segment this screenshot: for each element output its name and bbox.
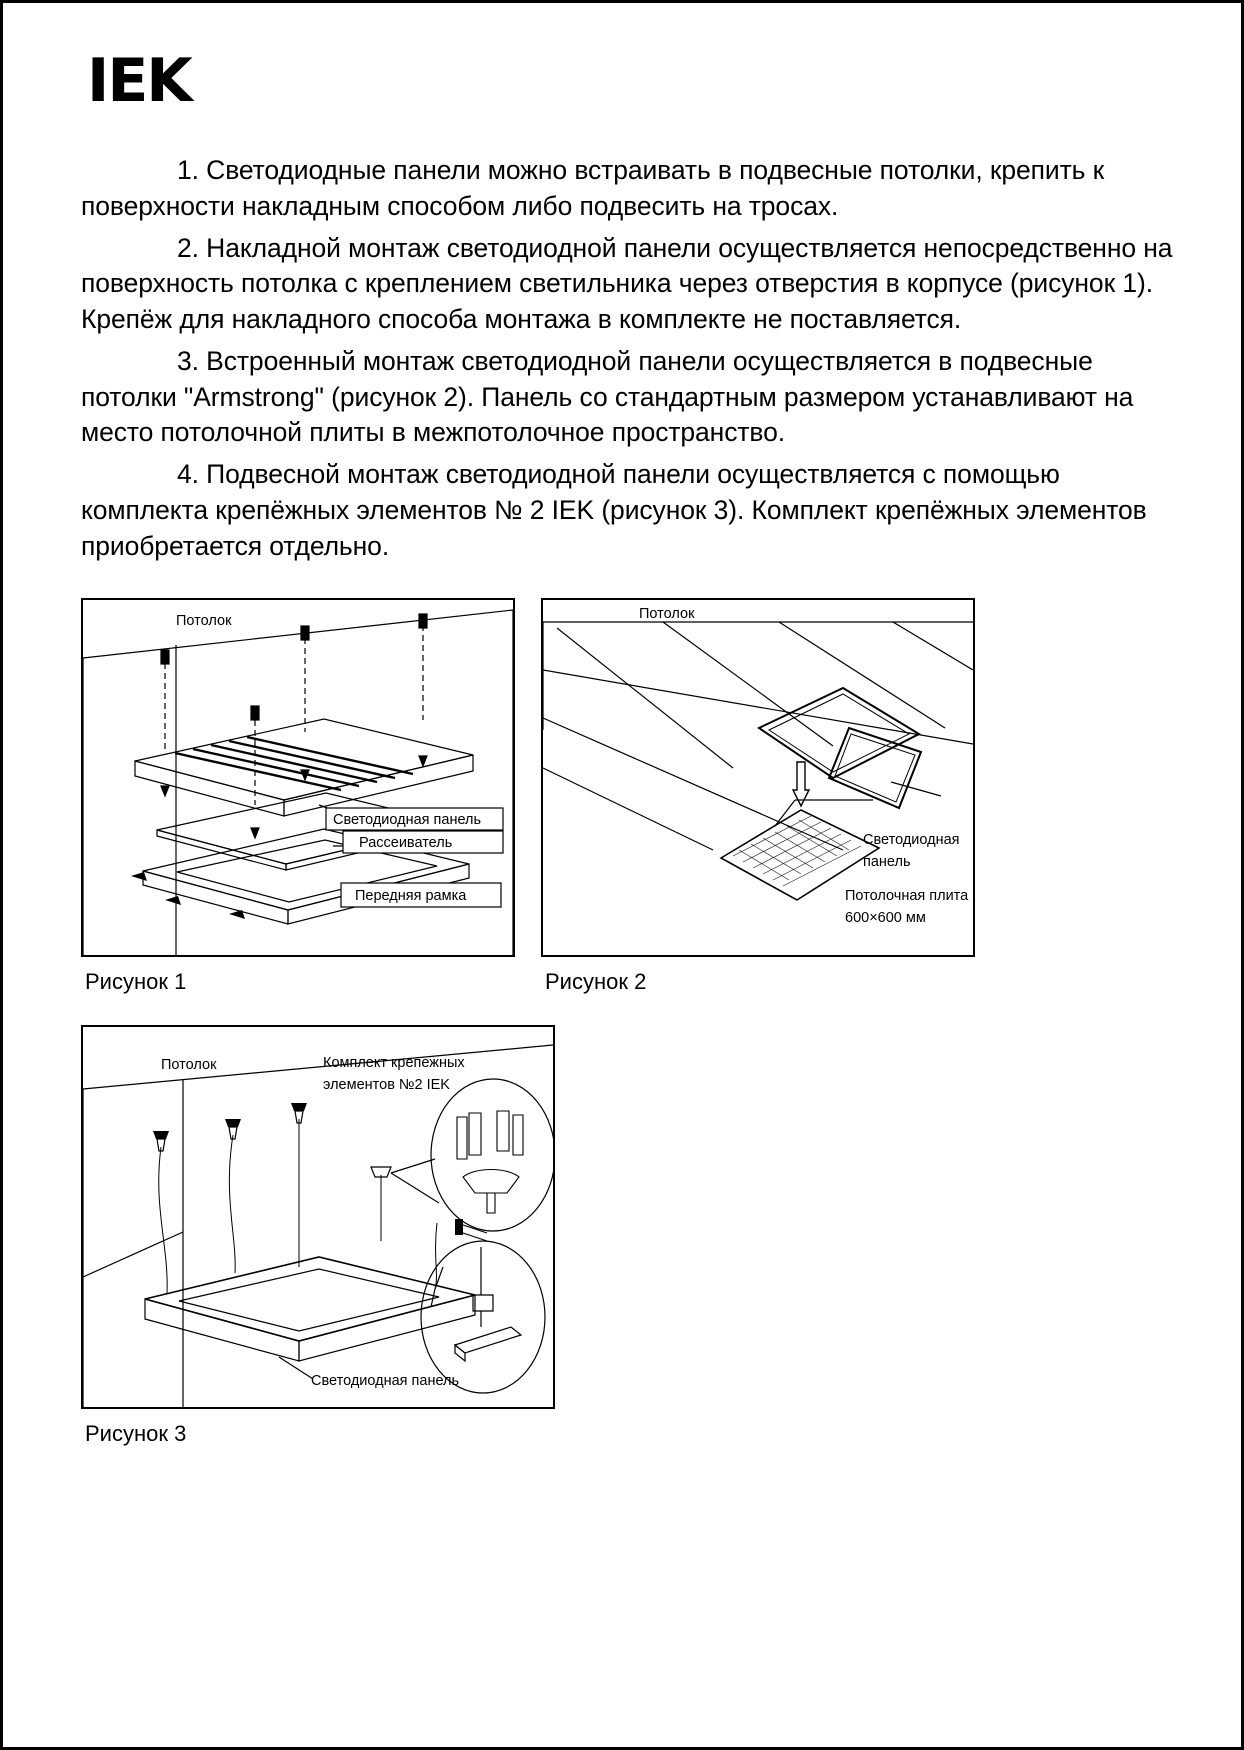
figure-2-frame	[541, 598, 975, 957]
paragraph-4: 4. Подвесной монтаж светодиодной панели осуществляется с помощью комплекта крепёжных элементов № 2 IEK (рисунок 3). Комплект крепёжных элементов приобретается отдельно.	[81, 459, 1147, 561]
figure-2-label-tile-2: 600×600 мм	[845, 910, 926, 927]
figure-2-caption: Рисунок 2	[545, 969, 647, 995]
figure-1-frame	[81, 598, 515, 957]
figure-1-label-ceiling: Потолок	[176, 613, 232, 630]
iek-logo: IEK	[87, 46, 191, 116]
figure-2-label-panel-2: панель	[863, 854, 911, 871]
figure-3	[81, 1025, 1181, 1447]
figure-1-label-panel: Светодиодная панель	[333, 812, 482, 829]
figure-3-label-ceiling: Потолок	[161, 1057, 217, 1074]
paragraph-1: 1. Светодиодные панели можно встраивать в подвесные потолки, крепить к поверхности накладным способом либо подвесить на тросах.	[81, 155, 1105, 221]
figure-3-label-panel: Светодиодная панель	[311, 1373, 460, 1390]
figure-2-drawing	[543, 600, 973, 955]
figure-1-label-diffuser: Рассеиватель	[359, 835, 453, 852]
paragraph-3: 3. Встроенный монтаж светодиодной панели осуществляется в подвесные потолки "Armstrong" (рисунок 2). Панель со стандартным размером устанавливают на место потолочной плиты в межпотолочное пространство.	[81, 345, 1134, 448]
figure-2-label-ceiling: Потолок	[639, 606, 695, 623]
figure-1-caption: Рисунок 1	[85, 969, 187, 995]
figures-section	[81, 598, 1181, 1447]
paragraph-2: 2. Накладной монтаж светодиодной панели осуществляется непосредственно на поверхность потолка с креплением светильника через отверстия в корпусе (рисунок 1). Крепёж для накладного способа монтажа в комплекте не поставляется.	[81, 232, 1173, 335]
figure-3-caption: Рисунок 3	[85, 1421, 187, 1447]
figure-1	[81, 598, 515, 995]
figure-3-label-kit-2: элементов №2 IEK	[323, 1077, 450, 1094]
instructions-text	[81, 153, 1181, 564]
figure-2-label-panel-1: Светодиодная	[863, 832, 960, 849]
figure-1-drawing	[83, 600, 513, 955]
figure-3-label-kit-1: Комплект крепежных	[323, 1055, 465, 1072]
figure-1-label-front-frame: Передняя рамка	[355, 888, 467, 905]
figure-2-label-tile-1: Потолочная плита	[845, 888, 969, 905]
figure-3-drawing	[83, 1027, 553, 1407]
figure-3-frame	[81, 1025, 555, 1409]
figure-2	[541, 598, 975, 995]
